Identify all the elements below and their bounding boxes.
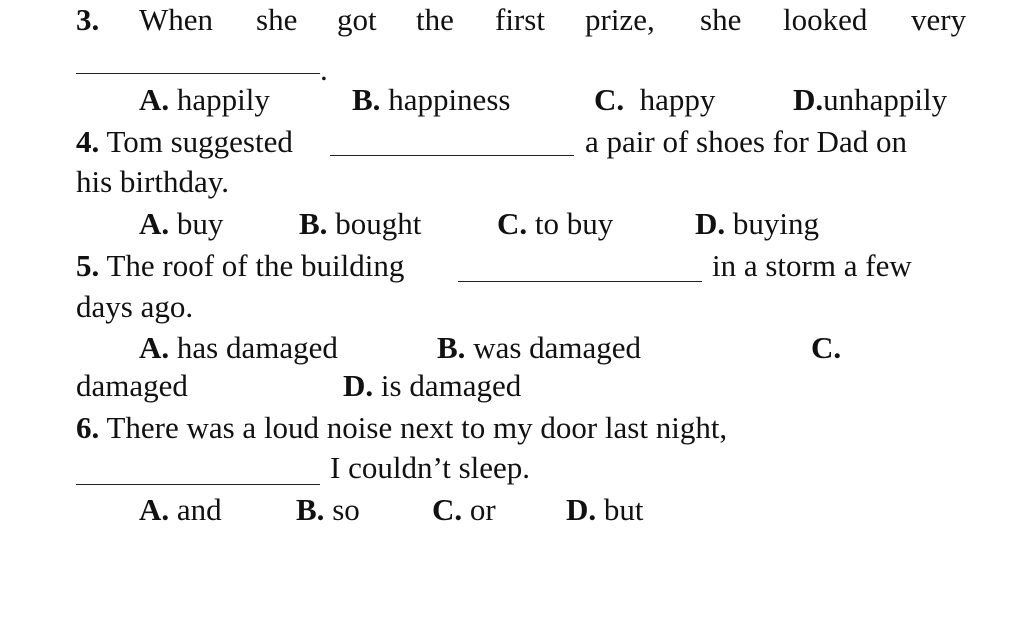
option-c[interactable]: C. or — [432, 492, 496, 527]
stem-word: first — [495, 2, 545, 37]
option-d[interactable]: D. is damaged — [343, 368, 522, 403]
option-b[interactable]: B. so — [296, 492, 360, 527]
question-4-stem-cont: his birthday. — [76, 164, 229, 199]
question-4-number: 4. — [76, 124, 100, 159]
option-c[interactable]: C. to buy — [497, 206, 614, 241]
option-a[interactable]: A. has damaged — [139, 330, 338, 365]
option-b[interactable]: B. was damaged — [437, 330, 642, 365]
period: . — [320, 52, 328, 87]
option-a[interactable]: A. and — [139, 492, 222, 527]
answer-blank[interactable] — [76, 73, 320, 74]
option-a[interactable]: A. happily — [139, 82, 270, 117]
stem-word: prize, — [585, 2, 655, 37]
option-d[interactable]: D. but — [566, 492, 644, 527]
stem-word: very — [911, 2, 967, 37]
stem-word: she — [700, 2, 742, 37]
option-b[interactable]: B. bought — [299, 206, 422, 241]
question-5-number: 5. — [76, 248, 100, 283]
answer-blank[interactable] — [330, 155, 574, 156]
option-c[interactable]: C. happy — [594, 82, 716, 117]
option-c[interactable]: C. — [811, 330, 842, 365]
option-b[interactable]: B. happiness — [352, 82, 511, 117]
option-c-text[interactable]: damaged — [76, 368, 188, 403]
option-d[interactable]: D.unhappily — [793, 82, 948, 117]
answer-blank[interactable] — [458, 281, 702, 282]
question-5-stem-cont: days ago. — [76, 289, 194, 324]
question-3-number: 3. — [76, 2, 100, 37]
option-a[interactable]: A. buy — [139, 206, 224, 241]
stem-word: got — [337, 2, 377, 37]
answer-blank[interactable] — [76, 484, 320, 485]
question-6-number: 6. — [76, 410, 100, 445]
stem-word: looked — [783, 2, 868, 37]
option-d[interactable]: D. buying — [695, 206, 820, 241]
stem-word: she — [256, 2, 298, 37]
stem-word: When — [139, 2, 214, 37]
stem-word: the — [416, 2, 454, 37]
